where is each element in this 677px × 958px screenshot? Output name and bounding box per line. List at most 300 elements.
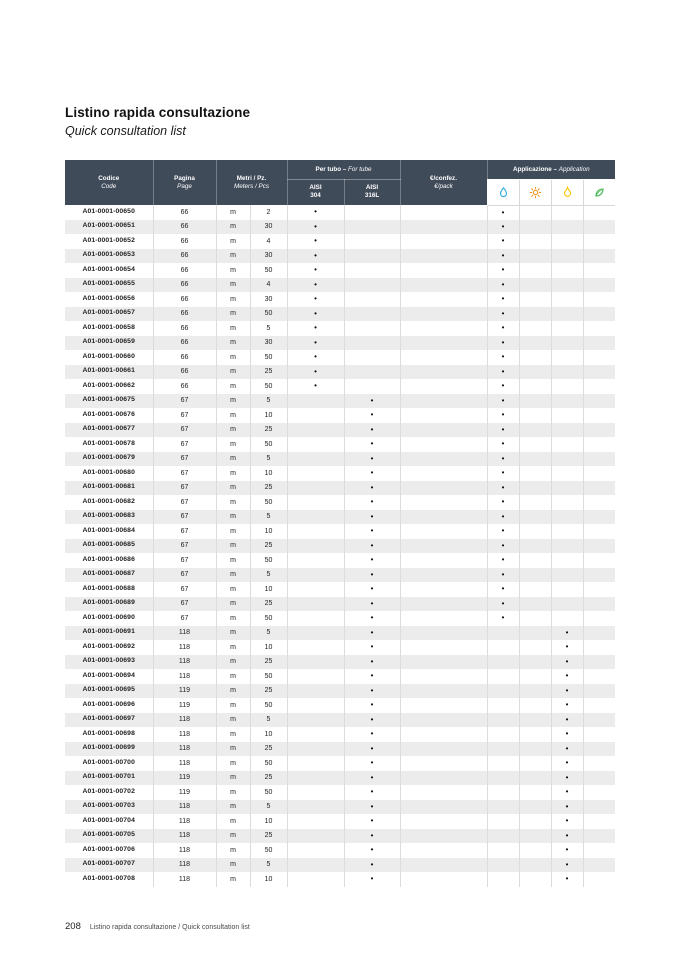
cell-code: A01-0001-00693 — [65, 655, 153, 670]
table-row — [65, 713, 615, 728]
cell-app-water: • — [487, 220, 519, 235]
cell-qty: 25 — [250, 481, 287, 496]
cell-qty: 30 — [250, 249, 287, 264]
cell-page: 66 — [153, 307, 216, 322]
table-row — [65, 350, 615, 365]
cell-code: A01-0001-00679 — [65, 452, 153, 467]
header-app-water — [487, 179, 519, 205]
cell-page: 118 — [153, 872, 216, 887]
cell-app-eco — [583, 771, 615, 786]
cell-app-water: • — [487, 553, 519, 568]
cell-price-per-pack — [400, 568, 487, 583]
cell-app-water: • — [487, 452, 519, 467]
cell-unit: m — [216, 655, 250, 670]
cell-qty: 50 — [250, 698, 287, 713]
cell-app-eco — [583, 220, 615, 235]
table-row — [65, 640, 615, 655]
cell-unit: m — [216, 495, 250, 510]
cell-price-per-pack — [400, 727, 487, 742]
cell-unit: m — [216, 872, 250, 887]
cell-app-eco — [583, 481, 615, 496]
cell-aisi-304: • — [287, 321, 344, 336]
cell-price-per-pack — [400, 872, 487, 887]
cell-aisi-304: • — [287, 365, 344, 380]
cell-qty: 50 — [250, 669, 287, 684]
cell-app-eco — [583, 742, 615, 757]
cell-code: A01-0001-00705 — [65, 829, 153, 844]
table-row — [65, 452, 615, 467]
table-row — [65, 655, 615, 670]
cell-unit: m — [216, 205, 250, 220]
cell-app-sun — [519, 742, 551, 757]
cell-app-eco — [583, 684, 615, 699]
page-title: Listino rapida consultazione — [65, 105, 251, 120]
cell-aisi-304 — [287, 872, 344, 887]
cell-page: 67 — [153, 394, 216, 409]
cell-app-sun — [519, 640, 551, 655]
cell-code: A01-0001-00689 — [65, 597, 153, 612]
cell-app-water — [487, 814, 519, 829]
cell-app-gas — [551, 292, 583, 307]
cell-app-sun — [519, 568, 551, 583]
cell-qty: 50 — [250, 350, 287, 365]
cell-aisi-304 — [287, 800, 344, 815]
header-aisi-304: AISI 304 — [287, 179, 344, 205]
cell-unit: m — [216, 785, 250, 800]
cell-app-water: • — [487, 336, 519, 351]
cell-unit: m — [216, 669, 250, 684]
cell-app-gas — [551, 423, 583, 438]
cell-app-water: • — [487, 423, 519, 438]
cell-unit: m — [216, 524, 250, 539]
cell-aisi-316l: • — [344, 408, 400, 423]
header-meters-pcs: Metri / Pz. Meters / Pcs — [216, 160, 287, 205]
cell-app-water: • — [487, 394, 519, 409]
cell-code: A01-0001-00706 — [65, 843, 153, 858]
cell-qty: 5 — [250, 713, 287, 728]
cell-qty: 4 — [250, 234, 287, 249]
cell-app-sun — [519, 626, 551, 641]
cell-app-water: • — [487, 524, 519, 539]
cell-aisi-304 — [287, 727, 344, 742]
cell-page: 118 — [153, 669, 216, 684]
cell-page: 118 — [153, 800, 216, 815]
cell-aisi-304 — [287, 669, 344, 684]
table-header-row-groups — [65, 160, 615, 179]
cell-app-sun — [519, 843, 551, 858]
cell-app-gas: • — [551, 655, 583, 670]
table-row — [65, 756, 615, 771]
cell-aisi-304 — [287, 452, 344, 467]
cell-app-gas: • — [551, 843, 583, 858]
cell-app-water: • — [487, 466, 519, 481]
cell-aisi-304 — [287, 843, 344, 858]
cell-qty: 10 — [250, 466, 287, 481]
cell-code: A01-0001-00707 — [65, 858, 153, 873]
cell-app-sun — [519, 785, 551, 800]
cell-app-water: • — [487, 408, 519, 423]
water-drop-icon — [497, 186, 510, 199]
cell-app-gas: • — [551, 800, 583, 815]
header-code: Codice Code — [65, 160, 153, 205]
cell-app-gas — [551, 365, 583, 380]
cell-app-sun — [519, 336, 551, 351]
cell-aisi-304 — [287, 597, 344, 612]
cell-qty: 5 — [250, 452, 287, 467]
cell-app-water: • — [487, 582, 519, 597]
cell-aisi-316l: • — [344, 452, 400, 467]
cell-qty: 25 — [250, 742, 287, 757]
cell-app-eco — [583, 713, 615, 728]
cell-price-per-pack — [400, 771, 487, 786]
cell-unit: m — [216, 858, 250, 873]
cell-app-gas — [551, 553, 583, 568]
cell-price-per-pack — [400, 814, 487, 829]
cell-code: A01-0001-00650 — [65, 205, 153, 220]
cell-app-gas: • — [551, 872, 583, 887]
cell-app-sun — [519, 800, 551, 815]
cell-price-per-pack — [400, 756, 487, 771]
cell-aisi-316l — [344, 350, 400, 365]
header-per-tube: Per tubo – For tube — [287, 160, 400, 179]
cell-app-water: • — [487, 495, 519, 510]
cell-price-per-pack — [400, 582, 487, 597]
cell-app-water — [487, 858, 519, 873]
cell-app-sun — [519, 278, 551, 293]
table-row — [65, 394, 615, 409]
cell-app-eco — [583, 350, 615, 365]
cell-price-per-pack — [400, 713, 487, 728]
cell-qty: 50 — [250, 495, 287, 510]
cell-app-sun — [519, 713, 551, 728]
cell-app-eco — [583, 321, 615, 336]
cell-unit: m — [216, 814, 250, 829]
cell-price-per-pack — [400, 263, 487, 278]
cell-price-per-pack — [400, 858, 487, 873]
cell-app-eco — [583, 408, 615, 423]
cell-app-gas: • — [551, 669, 583, 684]
table-row — [65, 669, 615, 684]
cell-unit: m — [216, 698, 250, 713]
cell-aisi-316l — [344, 336, 400, 351]
cell-qty: 2 — [250, 205, 287, 220]
cell-code: A01-0001-00708 — [65, 872, 153, 887]
cell-unit: m — [216, 481, 250, 496]
cell-aisi-316l: • — [344, 437, 400, 452]
cell-app-eco — [583, 307, 615, 322]
cell-code: A01-0001-00692 — [65, 640, 153, 655]
cell-app-sun — [519, 756, 551, 771]
cell-qty: 50 — [250, 263, 287, 278]
cell-qty: 10 — [250, 872, 287, 887]
cell-qty: 30 — [250, 336, 287, 351]
cell-page: 67 — [153, 423, 216, 438]
table-row — [65, 858, 615, 873]
cell-qty: 25 — [250, 597, 287, 612]
cell-aisi-316l: • — [344, 655, 400, 670]
cell-aisi-304 — [287, 655, 344, 670]
cell-code: A01-0001-00686 — [65, 553, 153, 568]
cell-code: A01-0001-00684 — [65, 524, 153, 539]
cell-unit: m — [216, 292, 250, 307]
cell-aisi-304 — [287, 437, 344, 452]
cell-app-eco — [583, 582, 615, 597]
cell-app-gas — [551, 452, 583, 467]
table-row — [65, 263, 615, 278]
table-row — [65, 539, 615, 554]
cell-app-gas — [551, 611, 583, 626]
cell-app-eco — [583, 292, 615, 307]
cell-app-water: • — [487, 307, 519, 322]
cell-app-eco — [583, 655, 615, 670]
cell-code: A01-0001-00662 — [65, 379, 153, 394]
cell-unit: m — [216, 684, 250, 699]
cell-unit: m — [216, 350, 250, 365]
cell-app-water — [487, 640, 519, 655]
cell-app-gas — [551, 524, 583, 539]
cell-app-sun — [519, 597, 551, 612]
cell-aisi-316l: • — [344, 481, 400, 496]
cell-app-gas: • — [551, 698, 583, 713]
cell-price-per-pack — [400, 249, 487, 264]
cell-page: 66 — [153, 336, 216, 351]
cell-unit: m — [216, 611, 250, 626]
cell-aisi-304 — [287, 626, 344, 641]
cell-app-water: • — [487, 321, 519, 336]
cell-app-eco — [583, 249, 615, 264]
table-row — [65, 684, 615, 699]
cell-app-water — [487, 843, 519, 858]
cell-app-eco — [583, 640, 615, 655]
cell-app-gas — [551, 481, 583, 496]
cell-qty: 10 — [250, 408, 287, 423]
cell-aisi-304 — [287, 539, 344, 554]
cell-app-water: • — [487, 234, 519, 249]
cell-unit: m — [216, 336, 250, 351]
cell-app-water — [487, 872, 519, 887]
cell-code: A01-0001-00703 — [65, 800, 153, 815]
cell-code: A01-0001-00683 — [65, 510, 153, 525]
cell-price-per-pack — [400, 597, 487, 612]
cell-app-sun — [519, 669, 551, 684]
cell-app-water — [487, 742, 519, 757]
cell-qty: 5 — [250, 626, 287, 641]
table-row — [65, 205, 615, 220]
table-row — [65, 727, 615, 742]
cell-price-per-pack — [400, 423, 487, 438]
table-row — [65, 597, 615, 612]
cell-app-water — [487, 684, 519, 699]
cell-code: A01-0001-00680 — [65, 466, 153, 481]
cell-price-per-pack — [400, 495, 487, 510]
cell-aisi-304: • — [287, 205, 344, 220]
cell-aisi-316l: • — [344, 626, 400, 641]
cell-price-per-pack — [400, 698, 487, 713]
cell-aisi-304 — [287, 466, 344, 481]
quick-consultation-table — [65, 160, 615, 887]
cell-code: A01-0001-00653 — [65, 249, 153, 264]
cell-code: A01-0001-00655 — [65, 278, 153, 293]
table-row — [65, 568, 615, 583]
cell-app-gas — [551, 408, 583, 423]
cell-qty: 25 — [250, 684, 287, 699]
cell-aisi-316l: • — [344, 597, 400, 612]
cell-aisi-304 — [287, 481, 344, 496]
cell-aisi-304 — [287, 713, 344, 728]
cell-aisi-304: • — [287, 292, 344, 307]
cell-qty: 5 — [250, 510, 287, 525]
cell-app-gas: • — [551, 742, 583, 757]
cell-unit: m — [216, 249, 250, 264]
cell-qty: 50 — [250, 843, 287, 858]
cell-unit: m — [216, 365, 250, 380]
cell-app-sun — [519, 321, 551, 336]
flame-icon — [561, 186, 574, 199]
table-row — [65, 278, 615, 293]
header-app-sun — [519, 179, 551, 205]
cell-aisi-304 — [287, 684, 344, 699]
cell-qty: 5 — [250, 800, 287, 815]
cell-code: A01-0001-00688 — [65, 582, 153, 597]
cell-app-water: • — [487, 539, 519, 554]
cell-app-eco — [583, 452, 615, 467]
cell-aisi-304: • — [287, 350, 344, 365]
cell-aisi-316l — [344, 278, 400, 293]
cell-aisi-316l — [344, 365, 400, 380]
page-subtitle: Quick consultation list — [65, 124, 186, 138]
cell-aisi-316l — [344, 263, 400, 278]
cell-aisi-316l — [344, 220, 400, 235]
cell-aisi-304 — [287, 640, 344, 655]
cell-aisi-316l: • — [344, 582, 400, 597]
cell-app-eco — [583, 394, 615, 409]
cell-code: A01-0001-00700 — [65, 756, 153, 771]
cell-aisi-316l: • — [344, 843, 400, 858]
cell-app-sun — [519, 655, 551, 670]
cell-qty: 30 — [250, 292, 287, 307]
cell-app-eco — [583, 727, 615, 742]
header-app-eco — [583, 179, 615, 205]
cell-unit: m — [216, 234, 250, 249]
cell-page: 67 — [153, 495, 216, 510]
cell-app-water — [487, 713, 519, 728]
cell-app-gas — [551, 539, 583, 554]
cell-aisi-316l: • — [344, 771, 400, 786]
cell-page: 118 — [153, 713, 216, 728]
cell-app-water: • — [487, 263, 519, 278]
cell-code: A01-0001-00676 — [65, 408, 153, 423]
cell-code: A01-0001-00678 — [65, 437, 153, 452]
cell-app-water — [487, 785, 519, 800]
cell-page: 67 — [153, 466, 216, 481]
cell-app-water — [487, 626, 519, 641]
cell-aisi-304 — [287, 553, 344, 568]
cell-qty: 50 — [250, 553, 287, 568]
cell-page: 118 — [153, 843, 216, 858]
cell-unit: m — [216, 539, 250, 554]
cell-page: 119 — [153, 698, 216, 713]
cell-code: A01-0001-00697 — [65, 713, 153, 728]
cell-app-sun — [519, 611, 551, 626]
cell-app-water: • — [487, 568, 519, 583]
cell-price-per-pack — [400, 292, 487, 307]
cell-page: 67 — [153, 481, 216, 496]
cell-app-eco — [583, 510, 615, 525]
cell-qty: 50 — [250, 307, 287, 322]
cell-page: 118 — [153, 626, 216, 641]
cell-aisi-316l: • — [344, 640, 400, 655]
cell-page: 66 — [153, 278, 216, 293]
cell-code: A01-0001-00656 — [65, 292, 153, 307]
cell-aisi-304: • — [287, 379, 344, 394]
cell-aisi-304 — [287, 785, 344, 800]
cell-app-sun — [519, 292, 551, 307]
cell-aisi-316l: • — [344, 684, 400, 699]
cell-app-eco — [583, 785, 615, 800]
cell-price-per-pack — [400, 611, 487, 626]
cell-page: 119 — [153, 771, 216, 786]
cell-aisi-304 — [287, 510, 344, 525]
cell-app-eco — [583, 611, 615, 626]
header-aisi-316l: AISI 316L — [344, 179, 400, 205]
cell-price-per-pack — [400, 365, 487, 380]
table-row — [65, 423, 615, 438]
cell-aisi-316l: • — [344, 611, 400, 626]
cell-code: A01-0001-00658 — [65, 321, 153, 336]
footer-page-number: 208 — [65, 921, 81, 932]
cell-app-eco — [583, 423, 615, 438]
cell-app-sun — [519, 408, 551, 423]
cell-unit: m — [216, 843, 250, 858]
cell-app-water: • — [487, 278, 519, 293]
cell-aisi-316l — [344, 292, 400, 307]
table-row — [65, 771, 615, 786]
cell-aisi-304 — [287, 858, 344, 873]
cell-app-eco — [583, 597, 615, 612]
cell-price-per-pack — [400, 220, 487, 235]
cell-app-gas — [551, 495, 583, 510]
cell-app-eco — [583, 524, 615, 539]
cell-app-sun — [519, 452, 551, 467]
cell-app-sun — [519, 205, 551, 220]
cell-aisi-304 — [287, 611, 344, 626]
cell-page: 66 — [153, 292, 216, 307]
cell-unit: m — [216, 321, 250, 336]
cell-price-per-pack — [400, 452, 487, 467]
cell-qty: 50 — [250, 379, 287, 394]
cell-app-water — [487, 756, 519, 771]
cell-price-per-pack — [400, 829, 487, 844]
cell-app-eco — [583, 843, 615, 858]
cell-aisi-304 — [287, 495, 344, 510]
cell-app-sun — [519, 437, 551, 452]
cell-code: A01-0001-00660 — [65, 350, 153, 365]
cell-qty: 30 — [250, 220, 287, 235]
cell-app-gas — [551, 205, 583, 220]
cell-app-eco — [583, 872, 615, 887]
cell-app-sun — [519, 524, 551, 539]
cell-qty: 50 — [250, 785, 287, 800]
cell-app-water — [487, 771, 519, 786]
cell-page: 118 — [153, 742, 216, 757]
cell-app-gas — [551, 510, 583, 525]
cell-unit: m — [216, 452, 250, 467]
cell-app-eco — [583, 466, 615, 481]
cell-unit: m — [216, 626, 250, 641]
cell-aisi-316l: • — [344, 394, 400, 409]
cell-app-sun — [519, 829, 551, 844]
header-price-per-pack: €/confez. €/pack — [400, 160, 487, 205]
